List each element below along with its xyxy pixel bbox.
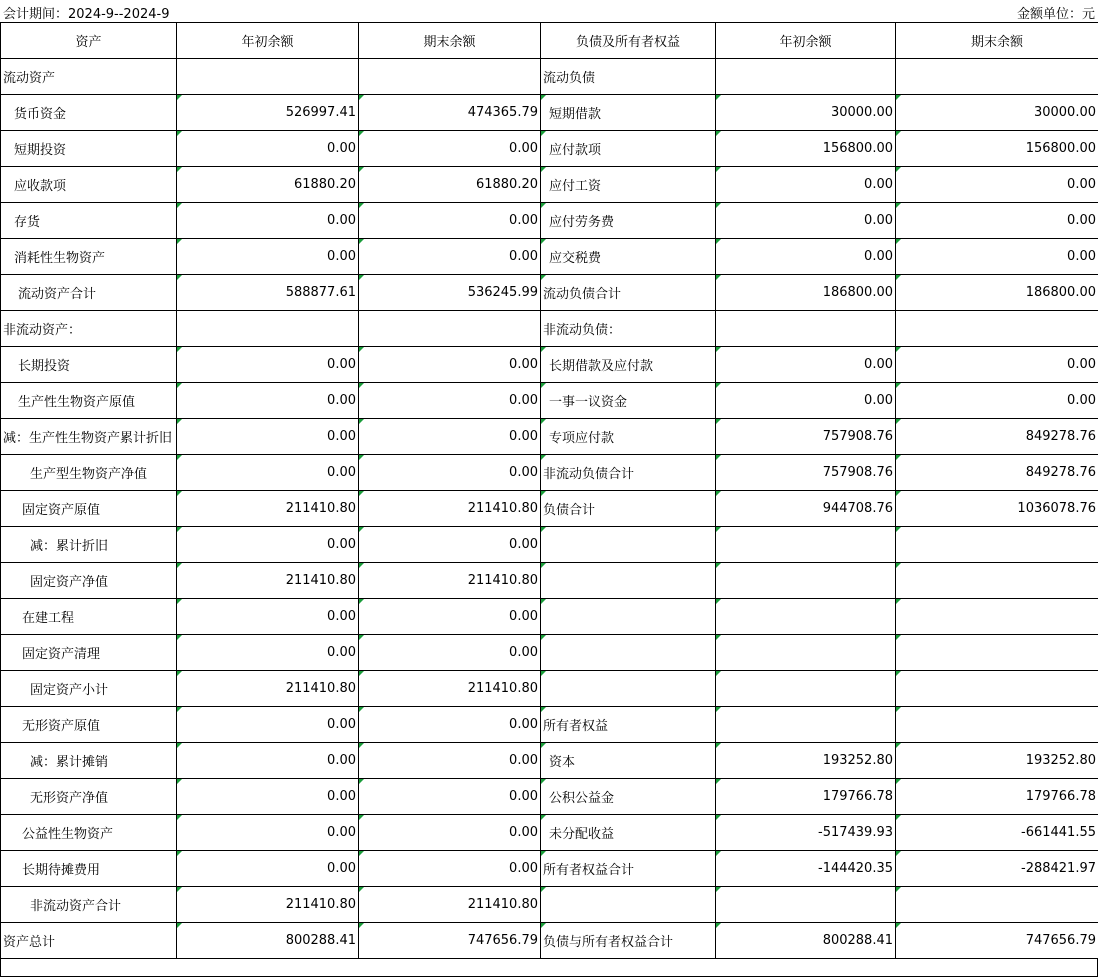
table-row xyxy=(1,311,1098,347)
column-header-liabilities-closing: 期末余额 xyxy=(896,23,1098,59)
liability-name-cell[interactable]: 流动负债合计 xyxy=(541,275,716,311)
table-row xyxy=(1,275,1098,311)
liability-name-cell[interactable]: 应付款项 xyxy=(541,131,716,167)
accounting-period: 会计期间：2024-9--2024-9 xyxy=(3,7,170,22)
asset-name-cell[interactable]: 减：累计摊销 xyxy=(1,743,177,779)
asset-closing-cell[interactable] xyxy=(359,59,541,95)
liability-name-cell[interactable]: 负债与所有者权益合计 xyxy=(541,923,716,959)
table-row xyxy=(1,527,1098,563)
liability-name-cell[interactable] xyxy=(541,563,716,599)
asset-name-cell[interactable]: 无形资产原值 xyxy=(1,707,177,743)
table-row xyxy=(1,887,1098,923)
table-row xyxy=(1,239,1098,275)
asset-closing-cell[interactable]: 0.00 xyxy=(359,455,541,491)
asset-name-cell[interactable]: 固定资产原值 xyxy=(1,491,177,527)
liability-name-cell[interactable]: 所有者权益合计 xyxy=(541,851,716,887)
table-footer-row xyxy=(0,958,1098,977)
liability-closing-cell[interactable]: 0.00 xyxy=(896,347,1098,383)
asset-name-cell[interactable]: 减：生产性生物资产累计折旧 xyxy=(1,419,177,455)
liability-opening-cell[interactable]: 944708.76 xyxy=(716,491,896,527)
asset-opening-cell[interactable]: 0.00 xyxy=(177,419,359,455)
liability-closing-cell[interactable]: 0.00 xyxy=(896,239,1098,275)
liability-opening-cell[interactable]: -144420.35 xyxy=(716,851,896,887)
liability-closing-cell[interactable]: 30000.00 xyxy=(896,95,1098,131)
asset-closing-cell[interactable] xyxy=(359,311,541,347)
asset-opening-cell[interactable]: 0.00 xyxy=(177,707,359,743)
liability-name-cell[interactable]: 负债合计 xyxy=(541,491,716,527)
table-row xyxy=(1,167,1098,203)
liability-opening-cell[interactable]: -517439.93 xyxy=(716,815,896,851)
liability-closing-cell[interactable] xyxy=(896,563,1098,599)
liability-closing-cell[interactable]: -288421.97 xyxy=(896,851,1098,887)
asset-name-cell[interactable]: 减：累计折旧 xyxy=(1,527,177,563)
liability-closing-cell[interactable]: 747656.79 xyxy=(896,923,1098,959)
asset-name-cell[interactable]: 长期待摊费用 xyxy=(1,851,177,887)
liability-opening-cell[interactable]: 757908.76 xyxy=(716,419,896,455)
asset-closing-cell[interactable]: 0.00 xyxy=(359,815,541,851)
table-row xyxy=(1,743,1098,779)
asset-name-cell[interactable]: 生产性生物资产原值 xyxy=(1,383,177,419)
table-row xyxy=(1,563,1098,599)
liability-name-cell[interactable]: 长期借款及应付款 xyxy=(541,347,716,383)
asset-opening-cell[interactable]: 0.00 xyxy=(177,851,359,887)
liability-name-cell[interactable] xyxy=(541,599,716,635)
liability-closing-cell[interactable] xyxy=(896,635,1098,671)
liability-opening-cell[interactable]: 757908.76 xyxy=(716,455,896,491)
liability-name-cell[interactable]: 非流动负债合计 xyxy=(541,455,716,491)
asset-closing-cell[interactable]: 474365.79 xyxy=(359,95,541,131)
liability-opening-cell[interactable] xyxy=(716,671,896,707)
liability-closing-cell[interactable]: 0.00 xyxy=(896,383,1098,419)
liability-opening-cell[interactable] xyxy=(716,707,896,743)
liability-name-cell[interactable] xyxy=(541,527,716,563)
table-row xyxy=(1,779,1098,815)
asset-name-cell[interactable]: 资产总计 xyxy=(1,923,177,959)
asset-name-cell[interactable]: 在建工程 xyxy=(1,599,177,635)
liability-opening-cell[interactable]: 186800.00 xyxy=(716,275,896,311)
liability-name-cell[interactable] xyxy=(541,671,716,707)
liability-opening-cell[interactable]: 800288.41 xyxy=(716,923,896,959)
table-row xyxy=(1,383,1098,419)
liability-name-cell[interactable]: 一事一议资金 xyxy=(541,383,716,419)
asset-opening-cell[interactable]: 211410.80 xyxy=(177,887,359,923)
asset-closing-cell[interactable]: 0.00 xyxy=(359,383,541,419)
asset-closing-cell[interactable]: 0.00 xyxy=(359,131,541,167)
table-row xyxy=(1,707,1098,743)
table-header-row xyxy=(1,23,1098,59)
asset-closing-cell[interactable]: 0.00 xyxy=(359,743,541,779)
table-row xyxy=(1,491,1098,527)
liability-opening-cell[interactable] xyxy=(716,527,896,563)
table-row xyxy=(1,419,1098,455)
asset-closing-cell[interactable]: 0.00 xyxy=(359,851,541,887)
asset-opening-cell[interactable] xyxy=(177,59,359,95)
asset-opening-cell[interactable]: 0.00 xyxy=(177,635,359,671)
liability-closing-cell[interactable]: 1036078.76 xyxy=(896,491,1098,527)
asset-closing-cell[interactable]: 0.00 xyxy=(359,419,541,455)
table-row xyxy=(1,95,1098,131)
liability-opening-cell[interactable] xyxy=(716,887,896,923)
asset-closing-cell[interactable]: 211410.80 xyxy=(359,671,541,707)
asset-name-cell[interactable]: 生产型生物资产净值 xyxy=(1,455,177,491)
asset-opening-cell[interactable]: 0.00 xyxy=(177,815,359,851)
asset-closing-cell[interactable]: 211410.80 xyxy=(359,491,541,527)
asset-opening-cell[interactable]: 0.00 xyxy=(177,779,359,815)
liability-name-cell[interactable]: 未分配收益 xyxy=(541,815,716,851)
asset-name-cell[interactable]: 消耗性生物资产 xyxy=(1,239,177,275)
asset-name-cell[interactable]: 长期投资 xyxy=(1,347,177,383)
liability-name-cell[interactable]: 应付劳务费 xyxy=(541,203,716,239)
liability-opening-cell[interactable] xyxy=(716,311,896,347)
liability-opening-cell[interactable]: 0.00 xyxy=(716,203,896,239)
liability-closing-cell[interactable]: 179766.78 xyxy=(896,779,1098,815)
currency-unit: 金额单位：元 xyxy=(1016,7,1095,22)
asset-name-cell[interactable]: 存货 xyxy=(1,203,177,239)
liability-closing-cell[interactable]: -661441.55 xyxy=(896,815,1098,851)
liability-closing-cell[interactable]: 186800.00 xyxy=(896,275,1098,311)
column-header-assets-closing: 期末余额 xyxy=(359,23,541,59)
liability-opening-cell[interactable] xyxy=(716,563,896,599)
table-row xyxy=(1,203,1098,239)
liability-opening-cell[interactable]: 0.00 xyxy=(716,347,896,383)
liability-opening-cell[interactable] xyxy=(716,59,896,95)
liability-name-cell[interactable] xyxy=(541,635,716,671)
asset-opening-cell[interactable]: 0.00 xyxy=(177,599,359,635)
table-row xyxy=(1,131,1098,167)
asset-name-cell[interactable]: 应收款项 xyxy=(1,167,177,203)
asset-closing-cell[interactable]: 0.00 xyxy=(359,707,541,743)
table-row xyxy=(1,59,1098,95)
asset-name-cell[interactable]: 非流动资产： xyxy=(1,311,177,347)
liability-closing-cell[interactable] xyxy=(896,887,1098,923)
asset-name-cell[interactable]: 流动资产合计 xyxy=(1,275,177,311)
table-row xyxy=(1,671,1098,707)
liability-opening-cell[interactable]: 0.00 xyxy=(716,239,896,275)
column-header-assets: 资产 xyxy=(1,23,177,59)
liability-closing-cell[interactable]: 849278.76 xyxy=(896,419,1098,455)
asset-closing-cell[interactable]: 0.00 xyxy=(359,347,541,383)
liability-opening-cell[interactable]: 30000.00 xyxy=(716,95,896,131)
liability-opening-cell[interactable]: 0.00 xyxy=(716,167,896,203)
liability-name-cell[interactable]: 公积公益金 xyxy=(541,779,716,815)
asset-opening-cell[interactable]: 588877.61 xyxy=(177,275,359,311)
column-header-assets-opening: 年初余额 xyxy=(177,23,359,59)
asset-opening-cell[interactable]: 800288.41 xyxy=(177,923,359,959)
liability-name-cell[interactable]: 专项应付款 xyxy=(541,419,716,455)
liability-name-cell[interactable]: 资本 xyxy=(541,743,716,779)
table-row xyxy=(1,455,1098,491)
asset-closing-cell[interactable]: 0.00 xyxy=(359,203,541,239)
liability-closing-cell[interactable]: 193252.80 xyxy=(896,743,1098,779)
table-row xyxy=(1,923,1098,959)
column-header-liabilities-opening: 年初余额 xyxy=(716,23,896,59)
liability-opening-cell[interactable]: 0.00 xyxy=(716,383,896,419)
asset-name-cell[interactable]: 流动资产 xyxy=(1,59,177,95)
asset-name-cell[interactable]: 无形资产净值 xyxy=(1,779,177,815)
asset-opening-cell[interactable]: 0.00 xyxy=(177,743,359,779)
liability-closing-cell[interactable] xyxy=(896,59,1098,95)
asset-opening-cell[interactable]: 211410.80 xyxy=(177,563,359,599)
table-row xyxy=(1,851,1098,887)
report-header xyxy=(0,0,1098,22)
liability-closing-cell[interactable]: 849278.76 xyxy=(896,455,1098,491)
asset-closing-cell[interactable]: 0.00 xyxy=(359,779,541,815)
table-row xyxy=(1,815,1098,851)
asset-name-cell[interactable]: 短期投资 xyxy=(1,131,177,167)
balance-sheet-table xyxy=(0,22,1098,959)
asset-closing-cell[interactable]: 61880.20 xyxy=(359,167,541,203)
liability-closing-cell[interactable] xyxy=(896,707,1098,743)
asset-opening-cell[interactable]: 0.00 xyxy=(177,239,359,275)
asset-name-cell[interactable]: 固定资产净值 xyxy=(1,563,177,599)
asset-closing-cell[interactable]: 211410.80 xyxy=(359,887,541,923)
liability-opening-cell[interactable] xyxy=(716,599,896,635)
liability-opening-cell[interactable]: 193252.80 xyxy=(716,743,896,779)
asset-opening-cell[interactable]: 0.00 xyxy=(177,203,359,239)
asset-name-cell[interactable]: 固定资产小计 xyxy=(1,671,177,707)
asset-name-cell[interactable]: 固定资产清理 xyxy=(1,635,177,671)
liability-closing-cell[interactable] xyxy=(896,599,1098,635)
asset-name-cell[interactable]: 非流动资产合计 xyxy=(1,887,177,923)
table-row xyxy=(1,599,1098,635)
asset-closing-cell[interactable]: 0.00 xyxy=(359,527,541,563)
asset-closing-cell[interactable]: 211410.80 xyxy=(359,563,541,599)
asset-closing-cell[interactable]: 0.00 xyxy=(359,599,541,635)
asset-opening-cell[interactable]: 61880.20 xyxy=(177,167,359,203)
asset-name-cell[interactable]: 货币资金 xyxy=(1,95,177,131)
asset-closing-cell[interactable]: 0.00 xyxy=(359,239,541,275)
liability-closing-cell[interactable]: 0.00 xyxy=(896,203,1098,239)
liability-opening-cell[interactable]: 156800.00 xyxy=(716,131,896,167)
table-row xyxy=(1,635,1098,671)
liability-closing-cell[interactable] xyxy=(896,671,1098,707)
liability-name-cell[interactable]: 非流动负债： xyxy=(541,311,716,347)
asset-opening-cell[interactable]: 0.00 xyxy=(177,131,359,167)
liability-closing-cell[interactable] xyxy=(896,527,1098,563)
table-row xyxy=(1,347,1098,383)
liability-name-cell[interactable]: 流动负债 xyxy=(541,59,716,95)
liability-closing-cell[interactable]: 156800.00 xyxy=(896,131,1098,167)
asset-closing-cell[interactable]: 536245.99 xyxy=(359,275,541,311)
liability-name-cell[interactable]: 应付工资 xyxy=(541,167,716,203)
asset-opening-cell[interactable]: 0.00 xyxy=(177,527,359,563)
column-header-liabilities: 负债及所有者权益 xyxy=(541,23,716,59)
asset-opening-cell[interactable]: 0.00 xyxy=(177,347,359,383)
asset-opening-cell[interactable]: 526997.41 xyxy=(177,95,359,131)
asset-closing-cell[interactable]: 747656.79 xyxy=(359,923,541,959)
liability-closing-cell[interactable] xyxy=(896,311,1098,347)
asset-opening-cell[interactable]: 211410.80 xyxy=(177,491,359,527)
asset-opening-cell[interactable] xyxy=(177,311,359,347)
liability-opening-cell[interactable] xyxy=(716,635,896,671)
asset-closing-cell[interactable]: 0.00 xyxy=(359,635,541,671)
liability-name-cell[interactable]: 应交税费 xyxy=(541,239,716,275)
liability-opening-cell[interactable]: 179766.78 xyxy=(716,779,896,815)
liability-closing-cell[interactable]: 0.00 xyxy=(896,167,1098,203)
liability-name-cell[interactable]: 所有者权益 xyxy=(541,707,716,743)
asset-opening-cell[interactable]: 211410.80 xyxy=(177,671,359,707)
liability-name-cell[interactable]: 短期借款 xyxy=(541,95,716,131)
asset-opening-cell[interactable]: 0.00 xyxy=(177,455,359,491)
asset-name-cell[interactable]: 公益性生物资产 xyxy=(1,815,177,851)
liability-name-cell[interactable] xyxy=(541,887,716,923)
asset-opening-cell[interactable]: 0.00 xyxy=(177,383,359,419)
